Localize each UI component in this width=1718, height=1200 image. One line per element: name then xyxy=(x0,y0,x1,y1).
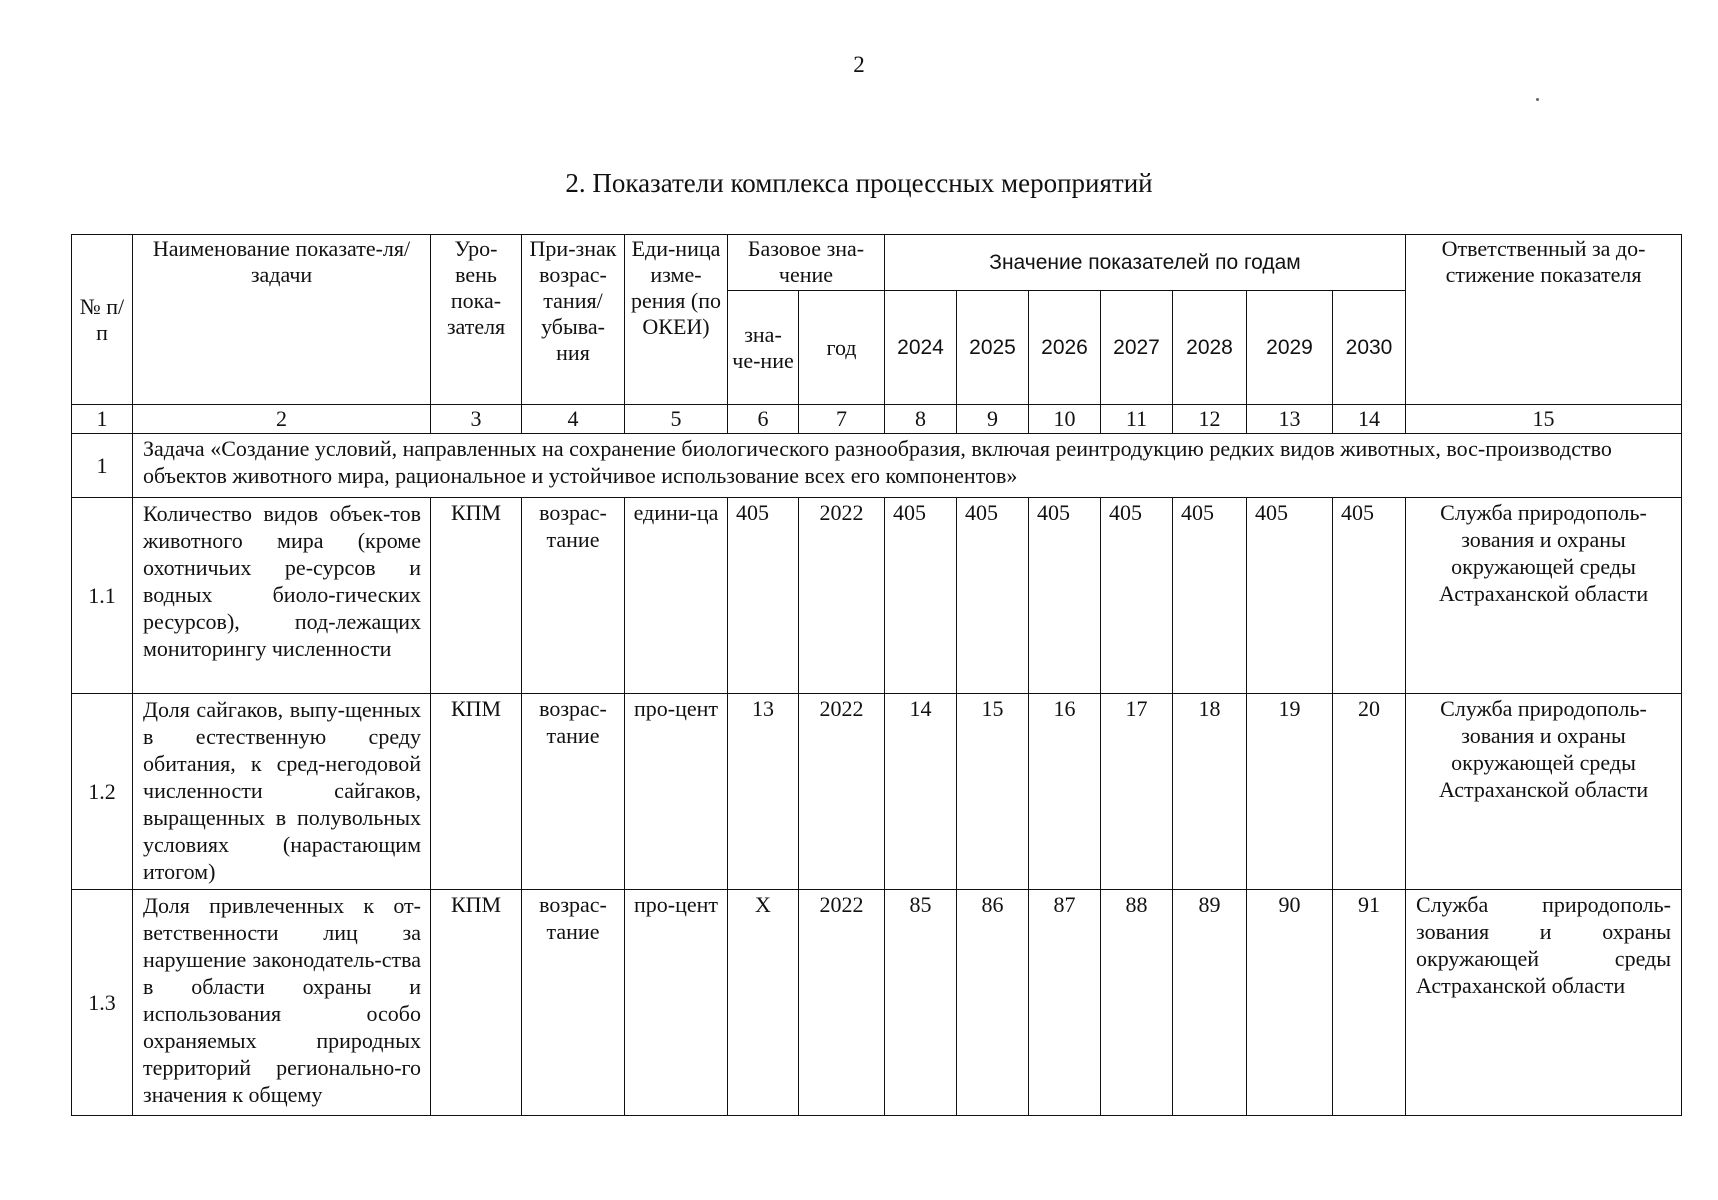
column-number: 11 xyxy=(1101,405,1173,434)
indicator-name: Количество видов объек-тов животного мира (кроме охотничьих ре-сурсов и водных биоло-гических ресурсов), под-лежащих мониторингу численности xyxy=(133,498,431,694)
year-value: 16 xyxy=(1029,694,1101,890)
year-value: 85 xyxy=(885,890,957,1116)
header-row-1 xyxy=(72,235,1682,291)
row-number: 1.1 xyxy=(72,498,133,694)
header-year: 2027 xyxy=(1101,291,1173,405)
header-year: 2026 xyxy=(1029,291,1101,405)
header-year: 2029 xyxy=(1247,291,1333,405)
header-year: 2030 xyxy=(1333,291,1406,405)
column-number: 14 xyxy=(1333,405,1406,434)
task-number: 1 xyxy=(72,434,133,498)
indicators-table xyxy=(71,234,1682,1116)
header-year: 2028 xyxy=(1173,291,1247,405)
column-number: 1 xyxy=(72,405,133,434)
year-value: 86 xyxy=(957,890,1029,1116)
year-value: 87 xyxy=(1029,890,1101,1116)
header-sign: При-знак возрас-тания/ убыва-ния xyxy=(522,235,625,405)
year-value: 405 xyxy=(1333,498,1406,694)
column-number: 2 xyxy=(133,405,431,434)
header-base-year: год xyxy=(799,291,885,405)
column-number: 6 xyxy=(728,405,799,434)
indicator-sign: возрас-тание xyxy=(522,498,625,694)
task-row xyxy=(72,434,1682,498)
header-year: 2024 xyxy=(885,291,957,405)
indicator-level: КПМ xyxy=(431,890,522,1116)
year-value: 90 xyxy=(1247,890,1333,1116)
year-value: 405 xyxy=(957,498,1029,694)
row-number: 1.2 xyxy=(72,694,133,890)
header-name: Наименование показате-ля/задачи xyxy=(133,235,431,405)
base-value: 405 xyxy=(728,498,799,694)
responsible: Служба природополь-зования и охраны окружающей среды Астраханской области xyxy=(1406,694,1682,890)
year-value: 14 xyxy=(885,694,957,890)
scan-dot xyxy=(1536,98,1539,101)
header-unit: Еди-ница изме-рения (по ОКЕИ) xyxy=(625,235,728,405)
year-value: 405 xyxy=(1173,498,1247,694)
base-year: 2022 xyxy=(799,694,885,890)
row-number: 1.3 xyxy=(72,890,133,1116)
base-year: 2022 xyxy=(799,890,885,1116)
column-number: 13 xyxy=(1247,405,1333,434)
year-value: 88 xyxy=(1101,890,1173,1116)
column-number: 3 xyxy=(431,405,522,434)
page-number: 2 xyxy=(853,52,865,77)
column-number: 15 xyxy=(1406,405,1682,434)
year-value: 89 xyxy=(1173,890,1247,1116)
table-row xyxy=(72,694,1682,890)
base-value: 13 xyxy=(728,694,799,890)
year-value: 20 xyxy=(1333,694,1406,890)
indicator-unit: про-цент xyxy=(625,890,728,1116)
year-value: 19 xyxy=(1247,694,1333,890)
year-value: 18 xyxy=(1173,694,1247,890)
task-text: Задача «Создание условий, направленных на сохранение биологического разнообразия, включая реинтродукцию редких видов животных, вос-производство объектов животного мира, рациональное и устойчивое использование всех его компонентов» xyxy=(133,434,1682,498)
header-level: Уро-вень пока-зателя xyxy=(431,235,522,405)
table-row xyxy=(72,890,1682,1116)
header-year: 2025 xyxy=(957,291,1029,405)
column-number: 7 xyxy=(799,405,885,434)
year-value: 15 xyxy=(957,694,1029,890)
year-value: 405 xyxy=(885,498,957,694)
column-number: 5 xyxy=(625,405,728,434)
indicator-level: КПМ xyxy=(431,694,522,890)
column-number: 8 xyxy=(885,405,957,434)
year-value: 91 xyxy=(1333,890,1406,1116)
header-base: Базовое зна-чение xyxy=(728,235,885,291)
indicator-sign: возрас-тание xyxy=(522,694,625,890)
section-title: 2. Показатели комплекса процессных мероприятий xyxy=(565,168,1153,198)
column-number-row xyxy=(72,405,1682,434)
base-value: Х xyxy=(728,890,799,1116)
year-value: 405 xyxy=(1247,498,1333,694)
year-value: 17 xyxy=(1101,694,1173,890)
year-value: 405 xyxy=(1101,498,1173,694)
header-by-years: Значение показателей по годам xyxy=(885,235,1406,291)
table-row xyxy=(72,498,1682,694)
indicator-unit: про-цент xyxy=(625,694,728,890)
indicator-unit: едини-ца xyxy=(625,498,728,694)
header-base-value: зна-че-ние xyxy=(728,291,799,405)
responsible: Служба природополь-зования и охраны окружающей среды Астраханской области xyxy=(1406,498,1682,694)
year-value: 405 xyxy=(1029,498,1101,694)
header-responsible: Ответственный за до-стижение показателя xyxy=(1406,235,1682,405)
indicator-name: Доля сайгаков, выпу-щенных в естественную среду обитания, к сред-негодовой численности сайгаков, выращенных в полувольных условиях (нарастающим итогом) xyxy=(133,694,431,890)
indicator-sign: возрас-тание xyxy=(522,890,625,1116)
indicator-level: КПМ xyxy=(431,498,522,694)
column-number: 9 xyxy=(957,405,1029,434)
column-number: 12 xyxy=(1173,405,1247,434)
base-year: 2022 xyxy=(799,498,885,694)
responsible: Служба природополь-зования и охраны окружающей среды Астраханской области xyxy=(1406,890,1682,1116)
indicator-name: Доля привлеченных к от-ветственности лиц за нарушение законодатель-ства в области охраны и использования особо охраняемых природных территорий регионально-го значения к общему xyxy=(133,890,431,1116)
column-number: 4 xyxy=(522,405,625,434)
column-number: 10 xyxy=(1029,405,1101,434)
header-num: № п/п xyxy=(72,235,133,405)
